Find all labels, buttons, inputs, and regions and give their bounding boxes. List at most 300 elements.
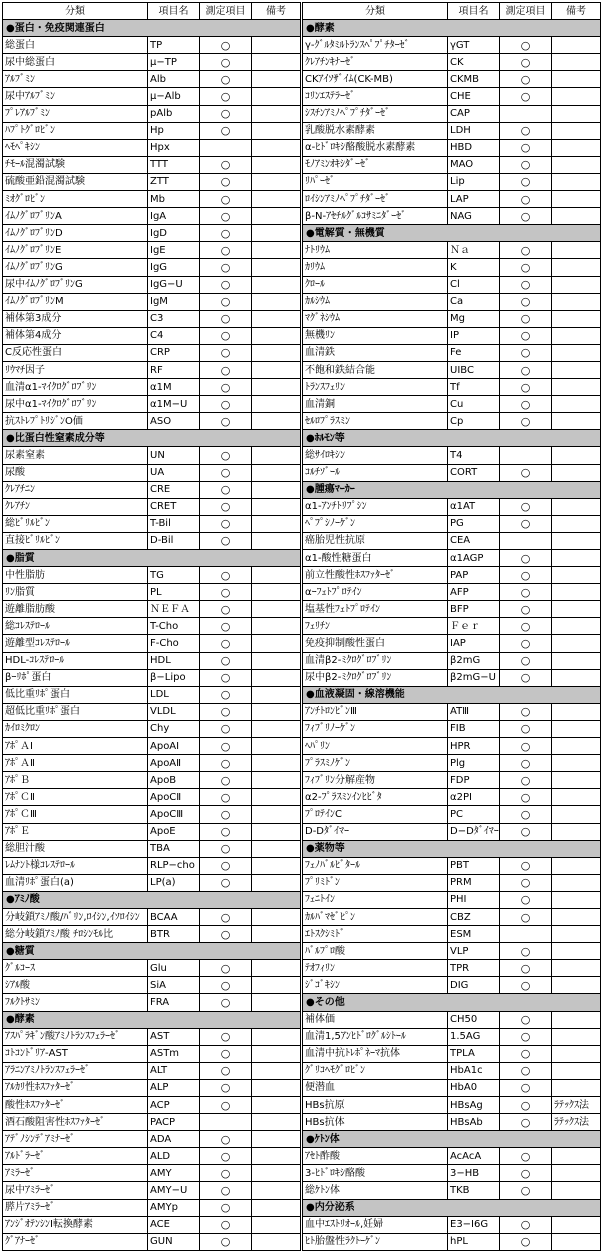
table-row: [3, 310, 301, 327]
measured-mark: ○: [500, 379, 552, 396]
measured-mark: ○: [200, 71, 252, 88]
test-code: UN: [148, 447, 200, 464]
table-row: [3, 789, 301, 806]
table-row: [303, 806, 601, 823]
test-code: GUN: [148, 1233, 200, 1250]
test-name: ｱﾙｶﾘ性ﾎｽﾌｧﾀｰｾﾞ: [3, 1079, 148, 1096]
test-code: γGT: [448, 37, 500, 54]
remark-cell: [252, 806, 301, 823]
table-row: [303, 327, 601, 344]
test-code: Tf: [448, 379, 500, 396]
remark-cell: [252, 1028, 301, 1045]
test-name: 補体価: [303, 1011, 448, 1028]
remark-cell: [252, 242, 301, 259]
table-row: [3, 703, 301, 720]
measured-mark: ○: [500, 943, 552, 960]
remark-cell: [552, 327, 601, 344]
test-code: CEA: [448, 532, 500, 549]
remark-cell: [552, 71, 601, 88]
test-code: Ｎａ: [448, 242, 500, 259]
table-row: [3, 720, 301, 737]
test-code: E3−I6G: [448, 1216, 500, 1233]
test-code: VLDL: [148, 703, 200, 720]
table-row: [3, 686, 301, 703]
measured-mark: ○: [200, 156, 252, 173]
test-name: 血清ﾘﾎﾟ蛋白(a): [3, 874, 148, 891]
test-name: ｸﾚｱﾁﾝ: [3, 498, 148, 515]
remark-cell: [252, 208, 301, 225]
test-name: ｲﾑﾉｸﾞﾛﾌﾞﾘﾝG: [3, 259, 148, 276]
measured-mark: ○: [200, 960, 252, 977]
test-name: HBs抗原: [303, 1097, 448, 1114]
test-code: CORT: [448, 464, 500, 481]
remark-cell: [252, 532, 301, 549]
measured-mark: ○: [200, 276, 252, 293]
test-code: DIG: [448, 977, 500, 994]
remark-cell: [552, 464, 601, 481]
section-header-row: [3, 550, 301, 567]
remark-cell: [552, 344, 601, 361]
measured-mark: ○: [500, 361, 552, 378]
test-code: ZTT: [148, 173, 200, 190]
test-code: AMY−U: [148, 1182, 200, 1199]
table-row: [3, 37, 301, 54]
test-name: CKｱｲｿｻﾞｲﾑ(CK-MB): [303, 71, 448, 88]
test-name: 分岐鎖ｱﾐﾉ酸/ﾊﾞﾘﾝ,ﾛｲｼﾝ,ｲｿﾛｲｼﾝ: [3, 908, 148, 925]
test-name: ｲﾑﾉｸﾞﾛﾌﾞﾘﾝM: [3, 293, 148, 310]
section-header-row: [303, 686, 601, 703]
section-header-row: [303, 430, 601, 447]
remark-cell: [252, 173, 301, 190]
test-code: HDL: [148, 652, 200, 669]
test-code: Alb: [148, 71, 200, 88]
table-row: [303, 618, 601, 635]
section-title: ●脂質: [3, 550, 301, 567]
remark-cell: [552, 208, 601, 225]
remark-cell: [252, 994, 301, 1011]
table-row: [3, 515, 301, 532]
remark-cell: [552, 242, 601, 259]
table-row: [3, 1199, 301, 1216]
test-name: ｶﾘｳﾑ: [303, 259, 448, 276]
measured-mark: ○: [500, 874, 552, 891]
test-code: CAP: [448, 105, 500, 122]
section-header-row: [303, 225, 601, 242]
measured-mark: ○: [200, 464, 252, 481]
remark-cell: [252, 1182, 301, 1199]
test-name: ﾌｨﾌﾞﾘﾉｰｹﾞﾝ: [303, 720, 448, 737]
measured-mark: ○: [200, 532, 252, 549]
test-name: ﾍﾟﾌﾟｼﾉｰｹﾞﾝ: [303, 515, 448, 532]
table-row: [303, 105, 601, 122]
section-title: ●比蛋白性窒素成分等: [3, 430, 301, 447]
measured-mark: ○: [500, 173, 552, 190]
test-name: ﾌﾟﾗｽﾐﾉｹﾞﾝ: [303, 755, 448, 772]
measured-mark: ○: [200, 208, 252, 225]
test-code: PACP: [148, 1114, 200, 1131]
test-code: ApoB: [148, 772, 200, 789]
test-name: 無機ﾘﾝ: [303, 327, 448, 344]
remark-cell: [252, 88, 301, 105]
measured-mark: ○: [500, 908, 552, 925]
test-code: ＮＥＦＡ: [148, 601, 200, 618]
table-row: [3, 618, 301, 635]
test-name: ﾏｸﾞﾈｼｳﾑ: [303, 310, 448, 327]
test-name: 血清1,5ｱﾝﾋﾄﾞﾛｸﾞﾙｼﾄｰﾙ: [303, 1028, 448, 1045]
remark-cell: [252, 481, 301, 498]
table-row: [303, 1216, 601, 1233]
test-code: FRA: [148, 994, 200, 1011]
test-name: ﾌﾟﾛﾃｲﾝC: [303, 806, 448, 823]
remark-cell: [252, 977, 301, 994]
remark-cell: [552, 618, 601, 635]
remark-cell: [252, 310, 301, 327]
test-code: T-Cho: [148, 618, 200, 635]
remark-cell: [552, 1011, 601, 1028]
test-code: AST: [148, 1028, 200, 1045]
measured-mark: ○: [200, 977, 252, 994]
measured-mark: ○: [200, 635, 252, 652]
remark-cell: [252, 703, 301, 720]
table-row: [3, 960, 301, 977]
remark-cell: [252, 156, 301, 173]
test-code: Glu: [148, 960, 200, 977]
left-column-table: [2, 2, 301, 1251]
remark-cell: [252, 1233, 301, 1250]
table-row: [3, 173, 301, 190]
test-name: 前立性酸性ﾎｽﾌｧﾀｰｾﾞ: [303, 567, 448, 584]
remark-cell: [552, 1233, 601, 1250]
test-code: FDP: [448, 772, 500, 789]
test-name: 尿酸: [3, 464, 148, 481]
test-name: ｱﾐﾗｰｾﾞ: [3, 1165, 148, 1182]
measured-mark: ○: [200, 54, 252, 71]
remark-cell: [252, 926, 301, 943]
test-code: IgG: [148, 259, 200, 276]
remark-cell: [552, 772, 601, 789]
remark-cell: [552, 806, 601, 823]
measured-mark: ○: [200, 1233, 252, 1250]
test-name: 尿中ｱﾐﾗｰｾﾞ: [3, 1182, 148, 1199]
measured-mark: ○: [200, 361, 252, 378]
measured-mark: ○: [200, 481, 252, 498]
measured-mark: ○: [200, 789, 252, 806]
measured-mark: ○: [500, 789, 552, 806]
test-code: IgD: [148, 225, 200, 242]
remark-cell: [252, 344, 301, 361]
table-row: [303, 669, 601, 686]
test-name: ﾘﾝ脂質: [3, 584, 148, 601]
section-title: ●その他: [303, 994, 601, 1011]
table-row: [303, 379, 601, 396]
test-code: PL: [148, 584, 200, 601]
measured-mark: ○: [500, 550, 552, 567]
header-item: 項目名: [148, 3, 200, 20]
table-row: [3, 857, 301, 874]
section-header-row: [303, 840, 601, 857]
remark-cell: [552, 105, 601, 122]
table-row: [303, 122, 601, 139]
table-row: [3, 327, 301, 344]
test-code: PRM: [448, 874, 500, 891]
table-row: [3, 259, 301, 276]
measured-mark: [200, 139, 252, 156]
test-name: 尿素窒素: [3, 447, 148, 464]
header-item: 項目名: [448, 3, 500, 20]
table-row: [303, 601, 601, 618]
test-code: IgM: [148, 293, 200, 310]
measured-mark: ○: [200, 567, 252, 584]
remark-cell: [552, 310, 601, 327]
test-code: hPL: [448, 1233, 500, 1250]
remark-cell: [252, 293, 301, 310]
test-code: PBT: [448, 857, 500, 874]
table-row: [303, 515, 601, 532]
test-code: α2PI: [448, 789, 500, 806]
test-code: Lip: [448, 173, 500, 190]
remark-cell: [552, 1182, 601, 1199]
test-name: 総ｹﾄﾝ体: [303, 1182, 448, 1199]
remark-cell: [552, 379, 601, 396]
test-name: ﾊﾌﾟﾄｸﾞﾛﾋﾞﾝ: [3, 122, 148, 139]
test-code: T4: [448, 447, 500, 464]
table-row: [3, 1233, 301, 1250]
table-row: [3, 208, 301, 225]
test-name: ｱﾝｼﾞｵﾃﾝｼﾝⅠ転換酵素: [3, 1216, 148, 1233]
test-name: ｶｲﾛﾐｸﾛﾝ: [3, 720, 148, 737]
test-code: 3−HB: [448, 1165, 500, 1182]
table-row: [3, 874, 301, 891]
table-row: [3, 464, 301, 481]
measured-mark: ○: [200, 806, 252, 823]
measured-mark: ○: [200, 669, 252, 686]
measured-mark: ○: [200, 327, 252, 344]
table-row: [3, 669, 301, 686]
remark-cell: [252, 1131, 301, 1148]
remark-cell: [552, 1148, 601, 1165]
test-code: LDL: [148, 686, 200, 703]
test-name: ﾌｨﾌﾞﾘﾝ分解産物: [303, 772, 448, 789]
measured-mark: ○: [500, 635, 552, 652]
test-name: ﾁﾓｰﾙ混濁試験: [3, 156, 148, 173]
test-name: 血中ｴｽﾄﾘｵｰﾙ,妊婦: [303, 1216, 448, 1233]
test-code: CRET: [148, 498, 200, 515]
test-name: C反応性蛋白: [3, 344, 148, 361]
measured-mark: ○: [500, 772, 552, 789]
remark-cell: [552, 276, 601, 293]
measured-mark: ○: [500, 1216, 552, 1233]
table-row: [303, 1233, 601, 1250]
table-row: [303, 139, 601, 156]
test-name: ﾃｵﾌｨﾘﾝ: [303, 960, 448, 977]
remark-cell: [252, 396, 301, 413]
measured-mark: ○: [500, 122, 552, 139]
table-row: [303, 293, 601, 310]
section-title: ●ｹﾄﾝ体: [303, 1131, 601, 1148]
remark-cell: [552, 259, 601, 276]
measured-mark: ○: [500, 498, 552, 515]
measured-mark: ○: [200, 1165, 252, 1182]
table-row: [303, 772, 601, 789]
remark-cell: [252, 874, 301, 891]
table-row: [3, 567, 301, 584]
measured-mark: ○: [500, 806, 552, 823]
remark-cell: [252, 54, 301, 71]
test-name: α1-酸性糖蛋白: [303, 550, 448, 567]
table-row: [303, 635, 601, 652]
test-code: 1.5AG: [448, 1028, 500, 1045]
measured-mark: ○: [200, 88, 252, 105]
measured-mark: ○: [200, 242, 252, 259]
test-name: ｼｽﾁﾝｱﾐﾉﾍﾟﾌﾟﾁﾀﾞｰｾﾞ: [303, 105, 448, 122]
test-code: LDH: [448, 122, 500, 139]
test-code: ALD: [148, 1148, 200, 1165]
table-row: [303, 88, 601, 105]
measured-mark: ○: [200, 874, 252, 891]
test-code: Mg: [448, 310, 500, 327]
test-name: ﾓﾉｱﾐﾝｵｷｼﾀﾞｰｾﾞ: [303, 156, 448, 173]
remark-cell: [552, 1216, 601, 1233]
measured-mark: ○: [200, 1062, 252, 1079]
right-body: [303, 20, 601, 1251]
test-code: NAG: [448, 208, 500, 225]
remark-cell: [252, 772, 301, 789]
table-row: [3, 413, 301, 430]
measured-mark: ○: [500, 156, 552, 173]
table-row: [3, 1165, 301, 1182]
test-code: ASTm: [148, 1045, 200, 1062]
test-name: ｱﾗﾆﾝｱﾐﾉﾄﾗﾝｽﾌｪﾗｰｾﾞ: [3, 1062, 148, 1079]
table-row: [3, 88, 301, 105]
test-name: α1-ｱﾝﾁﾄﾘﾌﾟｼﾝ: [303, 498, 448, 515]
table-row: [303, 1097, 601, 1114]
test-name: ﾌﾟﾚｱﾙﾌﾞﾐﾝ: [3, 105, 148, 122]
remark-cell: [252, 652, 301, 669]
test-code: D-Bil: [148, 532, 200, 549]
table-row: [303, 926, 601, 943]
test-code: PAP: [448, 567, 500, 584]
test-name: ｱｽﾊﾟﾗｷﾞﾝ酸ｱﾐﾉﾄﾗﾝｽﾌｪﾗｰｾﾞ: [3, 1028, 148, 1045]
remark-cell: [552, 293, 601, 310]
measured-mark: ○: [500, 1097, 552, 1114]
test-name: ｱﾎﾟＢ: [3, 772, 148, 789]
table-row: [303, 259, 601, 276]
test-code: HBsAg: [448, 1097, 500, 1114]
test-name: β-N-ｱｾﾁﾙｸﾞﾙｺｻﾐﾆﾀﾞｰｾﾞ: [303, 208, 448, 225]
test-name: 酸性ﾎｽﾌｧﾀｰｾﾞ: [3, 1097, 148, 1114]
measured-mark: ○: [500, 669, 552, 686]
test-code: AFP: [448, 584, 500, 601]
measured-mark: ○: [500, 71, 552, 88]
test-code: Cu: [448, 396, 500, 413]
table-row: [3, 601, 301, 618]
table-row: [303, 823, 601, 840]
test-name: ﾌｪﾉﾊﾞﾙﾋﾞﾀｰﾙ: [303, 857, 448, 874]
test-name: ｺﾘﾝｴｽﾃﾗｰｾﾞ: [303, 88, 448, 105]
measured-mark: ○: [200, 857, 252, 874]
test-code: LAP: [448, 191, 500, 208]
remark-cell: [552, 874, 601, 891]
table-row: [303, 37, 601, 54]
remark-cell: [252, 686, 301, 703]
remark-cell: [552, 447, 601, 464]
remark-cell: [252, 498, 301, 515]
measured-mark: ○: [200, 1045, 252, 1062]
table-row: [303, 1045, 601, 1062]
table-row: [3, 755, 301, 772]
section-header-row: [303, 994, 601, 1011]
test-name: ﾌﾟﾘﾐﾄﾞﾝ: [303, 874, 448, 891]
test-code: TPR: [448, 960, 500, 977]
test-name: 総胆汁酸: [3, 840, 148, 857]
test-name: 3-ﾋﾄﾞﾛｷｼ酪酸: [303, 1165, 448, 1182]
test-code: HBD: [448, 139, 500, 156]
test-code: ApoCⅡ: [148, 789, 200, 806]
table-row: [3, 1114, 301, 1131]
table-row: [303, 874, 601, 891]
table-row: [3, 105, 301, 122]
test-name: 便潜血: [303, 1079, 448, 1096]
test-code: F-Cho: [148, 635, 200, 652]
table-row: [3, 635, 301, 652]
remark-cell: [552, 396, 601, 413]
remark-cell: [552, 1028, 601, 1045]
test-code: RF: [148, 361, 200, 378]
measured-mark: ○: [500, 1233, 552, 1250]
measured-mark: ○: [500, 327, 552, 344]
table-row: [303, 755, 601, 772]
remark-cell: [252, 789, 301, 806]
test-code: IAP: [448, 635, 500, 652]
measured-mark: ○: [200, 344, 252, 361]
measured-mark: ○: [500, 960, 552, 977]
remark-cell: [252, 1045, 301, 1062]
test-name: ｸﾛｰﾙ: [303, 276, 448, 293]
test-code: HPR: [448, 738, 500, 755]
test-code: ApoCⅢ: [148, 806, 200, 823]
remark-cell: ﾗﾃｯｸｽ法: [552, 1097, 601, 1114]
measured-mark: ○: [200, 1028, 252, 1045]
measured-mark: ○: [500, 755, 552, 772]
measured-mark: ○: [500, 823, 552, 840]
measured-mark: ○: [200, 191, 252, 208]
measured-mark: ○: [500, 977, 552, 994]
test-name: ｶﾙﾊﾞﾏｾﾞﾋﾟﾝ: [303, 908, 448, 925]
remark-cell: [252, 361, 301, 378]
test-name: ﾊﾞﾙﾌﾟﾛ酸: [303, 943, 448, 960]
test-code: Cl: [448, 276, 500, 293]
test-name: γ-ｸﾞﾙﾀﾐﾙﾄﾗﾝｽﾍﾟﾌﾟﾁﾀｰｾﾞ: [303, 37, 448, 54]
measured-mark: ○: [500, 88, 552, 105]
section-header-row: [3, 20, 301, 37]
measured-mark: ○: [500, 413, 552, 430]
test-name: 膵片ｱﾐﾗｰｾﾞ: [3, 1199, 148, 1216]
test-name: ｾﾙﾛﾌﾟﾗｽﾐﾝ: [303, 413, 448, 430]
remark-cell: [252, 191, 301, 208]
table-row: [303, 977, 601, 994]
table-row: [303, 703, 601, 720]
test-code: ApoAⅠ: [148, 738, 200, 755]
measured-mark: ○: [200, 926, 252, 943]
measured-mark: ○: [200, 823, 252, 840]
remark-cell: [252, 105, 301, 122]
section-header-row: [303, 1199, 601, 1216]
table-row: [3, 122, 301, 139]
remark-cell: [252, 738, 301, 755]
test-name: ｱﾎﾟＣⅢ: [3, 806, 148, 823]
remark-cell: [252, 755, 301, 772]
section-title: ●糖質: [3, 943, 301, 960]
